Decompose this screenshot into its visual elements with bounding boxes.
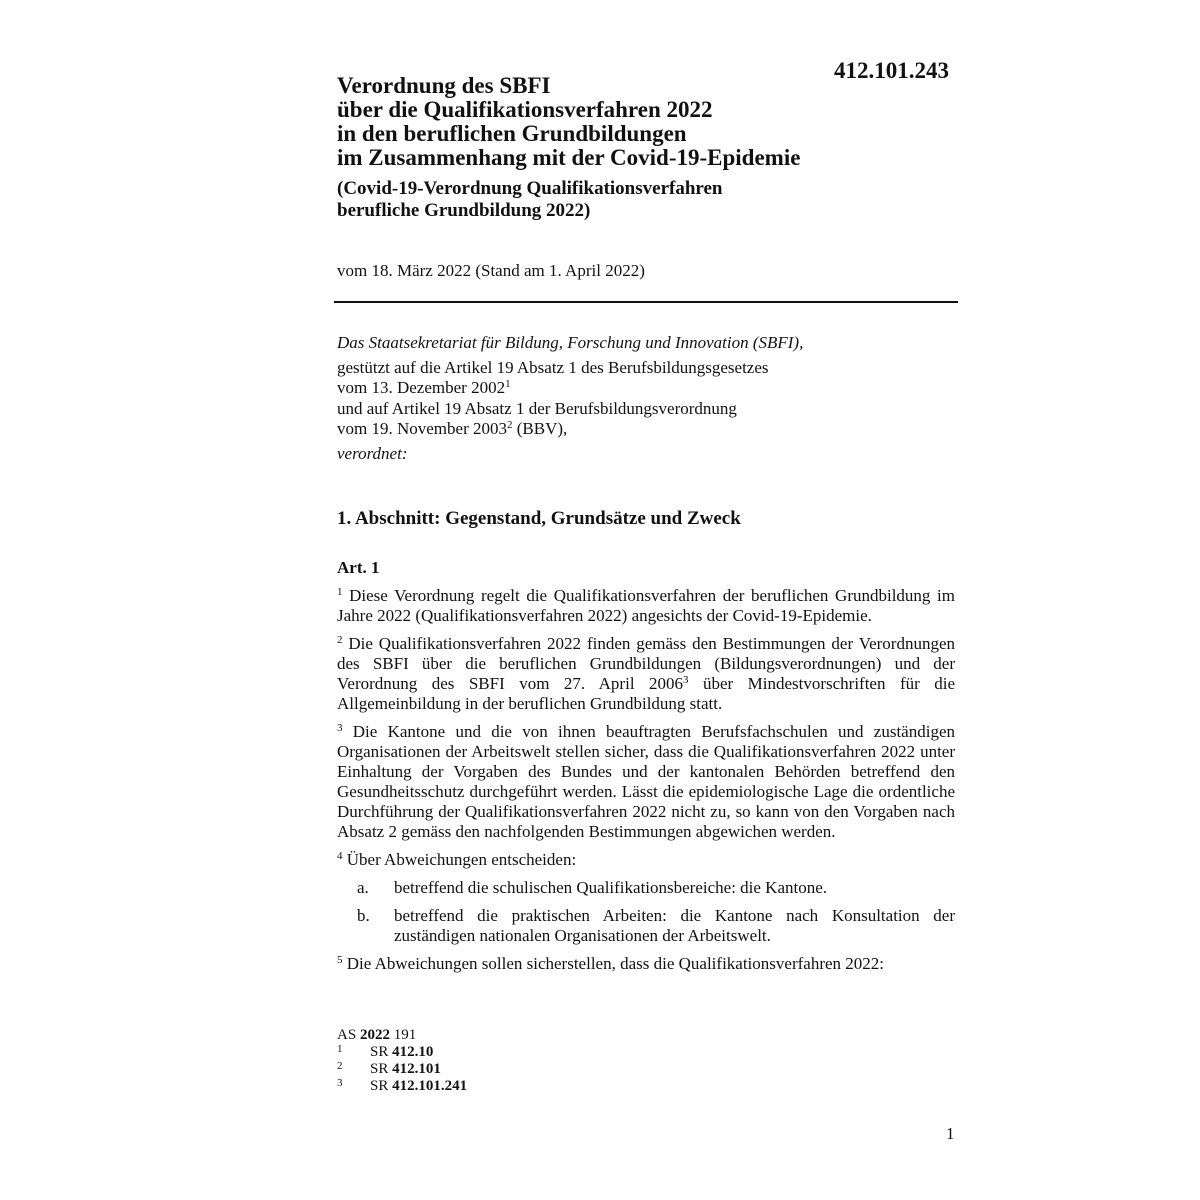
paragraph <box>337 954 955 974</box>
paragraph-number: 2 <box>337 634 343 646</box>
header-divider <box>334 301 958 303</box>
legal-basis-line <box>337 419 957 440</box>
paragraph <box>337 634 955 714</box>
as-page: 191 <box>389 1027 417 1043</box>
section-heading: 1. Abschnitt: Gegenstand, Grundsätze und Zweck <box>337 508 741 529</box>
paragraph-text: Diese Verordnung regelt die Qualifikationsverfahren der beruflichen Grundbildung im Jahre 2022 (Qualifikationsverfahren 2022) angesichts der Covid-19-Epidemie. <box>337 586 955 625</box>
title-line: Verordnung des SBFI <box>337 73 551 98</box>
paragraph <box>337 722 955 842</box>
legal-basis-line: gestützt auf die Artikel 19 Absatz 1 des Berufsbildungsgesetzes <box>337 357 769 377</box>
paragraph-text: Die Qualifikationsverfahren 2022 finden gemäss den Bestimmungen der Verordnungen des SBFI über die beruflichen Grundbildungen (Bildungsverordnungen) und der Verordnung des SBFI vom 27. April 2006 <box>337 634 955 693</box>
footnote-ref[interactable]: 3 <box>683 674 689 686</box>
paragraph-text: Über Abweichungen entscheiden: <box>342 850 577 869</box>
legal-basis-text: vom 13. Dezember 2002 <box>337 378 506 397</box>
paragraph <box>337 850 955 870</box>
paragraph-number: 3 <box>337 722 343 734</box>
paragraph-number: 4 <box>337 850 343 862</box>
footnote-number: 1 <box>337 1043 343 1055</box>
footnote-ref[interactable]: 2 <box>506 419 513 431</box>
subtitle-line: (Covid-19-Verordnung Qualifikationsverfahren <box>337 178 723 199</box>
footnote-ref-number: 412.101 <box>392 1061 441 1077</box>
enacting-clause: verordnet: <box>337 443 408 463</box>
footnotes <box>337 1027 467 1095</box>
title-line: in den beruflichen Grundbildungen <box>337 121 687 146</box>
legal-basis-line <box>337 378 957 399</box>
article-body <box>337 586 955 982</box>
paragraph-text: über Mindestvorschriften für die Allgemeinbildung in der beruflichen Grundbildung statt. <box>337 674 955 713</box>
footnote-ref-number: 412.101.241 <box>392 1078 468 1094</box>
footnote-ref[interactable]: 1 <box>505 378 511 390</box>
paragraph <box>337 586 955 626</box>
subtitle-line: berufliche Grundbildung 2022) <box>337 200 591 221</box>
legal-basis-text: vom 19. November 2003 <box>337 419 507 438</box>
as-year: 2022 <box>359 1027 390 1043</box>
list-letter: a. <box>357 878 369 897</box>
footnote-ref-number: 412.10 <box>392 1044 434 1060</box>
title-line: im Zusammenhang mit der Covid-19-Epidemie <box>337 145 801 170</box>
paragraph-number: 5 <box>337 954 343 966</box>
sr-number: 412.101.243 <box>834 58 949 83</box>
preamble <box>337 333 957 464</box>
footnote-prefix: SR <box>370 1061 393 1077</box>
list-item <box>337 906 955 946</box>
footnote-prefix: SR <box>370 1044 393 1060</box>
issuer: Das Staatsekretariat für Bildung, Forschung und Innovation (SBFI), <box>337 333 804 352</box>
footnote-number: 2 <box>337 1060 343 1072</box>
footnote-prefix: SR <box>370 1078 393 1094</box>
page-number: 1 <box>946 1124 955 1143</box>
paragraph-text: Die Abweichungen sollen sicherstellen, dass die Qualifikationsverfahren 2022: <box>342 954 884 973</box>
paragraph-text: Die Kantone und die von ihnen beauftragten Berufsfachschulen und zuständigen Organisationen der Arbeitswelt stellen sicher, dass die Qualifikationsverfahren 2022 unter Einhaltung der Vorgaben des Bundes und der kantonalen Behörden betreffend den Gesundheitsschutz durchgeführt werden. Lässt die epidemiologische Lage die ordentliche Durchführung der Qualifikationsverfahren 2022 nicht zu, so kann von den Vorgaben nach Absatz 2 gemäss den nachfolgenden Bestimmungen abgewichen werden. <box>337 722 955 841</box>
title-line: über die Qualifikationsverfahren 2022 <box>337 97 713 122</box>
legal-basis-text: (BBV), <box>512 419 568 438</box>
document-short-title <box>337 178 723 222</box>
list-text: betreffend die schulischen Qualifikationsbereiche: die Kantone. <box>394 878 828 897</box>
list-letter: b. <box>357 906 370 925</box>
list-text: betreffend die praktischen Arbeiten: die Kantone nach Konsultation der zuständigen nationalen Organisationen der Arbeitswelt. <box>394 906 955 945</box>
paragraph-number: 1 <box>337 586 343 598</box>
article-heading: Art. 1 <box>337 558 380 577</box>
footnote-text[interactable] <box>370 1061 441 1078</box>
list-item <box>337 878 955 898</box>
document-title <box>337 74 800 170</box>
footnote <box>337 1078 467 1095</box>
as-prefix: AS <box>337 1027 360 1043</box>
legal-basis-line: und auf Artikel 19 Absatz 1 der Berufsbildungsverordnung <box>337 398 737 418</box>
date-line: vom 18. März 2022 (Stand am 1. April 2022) <box>337 261 645 280</box>
footnote-number: 3 <box>337 1077 343 1089</box>
footnote-text[interactable] <box>370 1078 467 1095</box>
footnote-text[interactable] <box>370 1044 433 1061</box>
